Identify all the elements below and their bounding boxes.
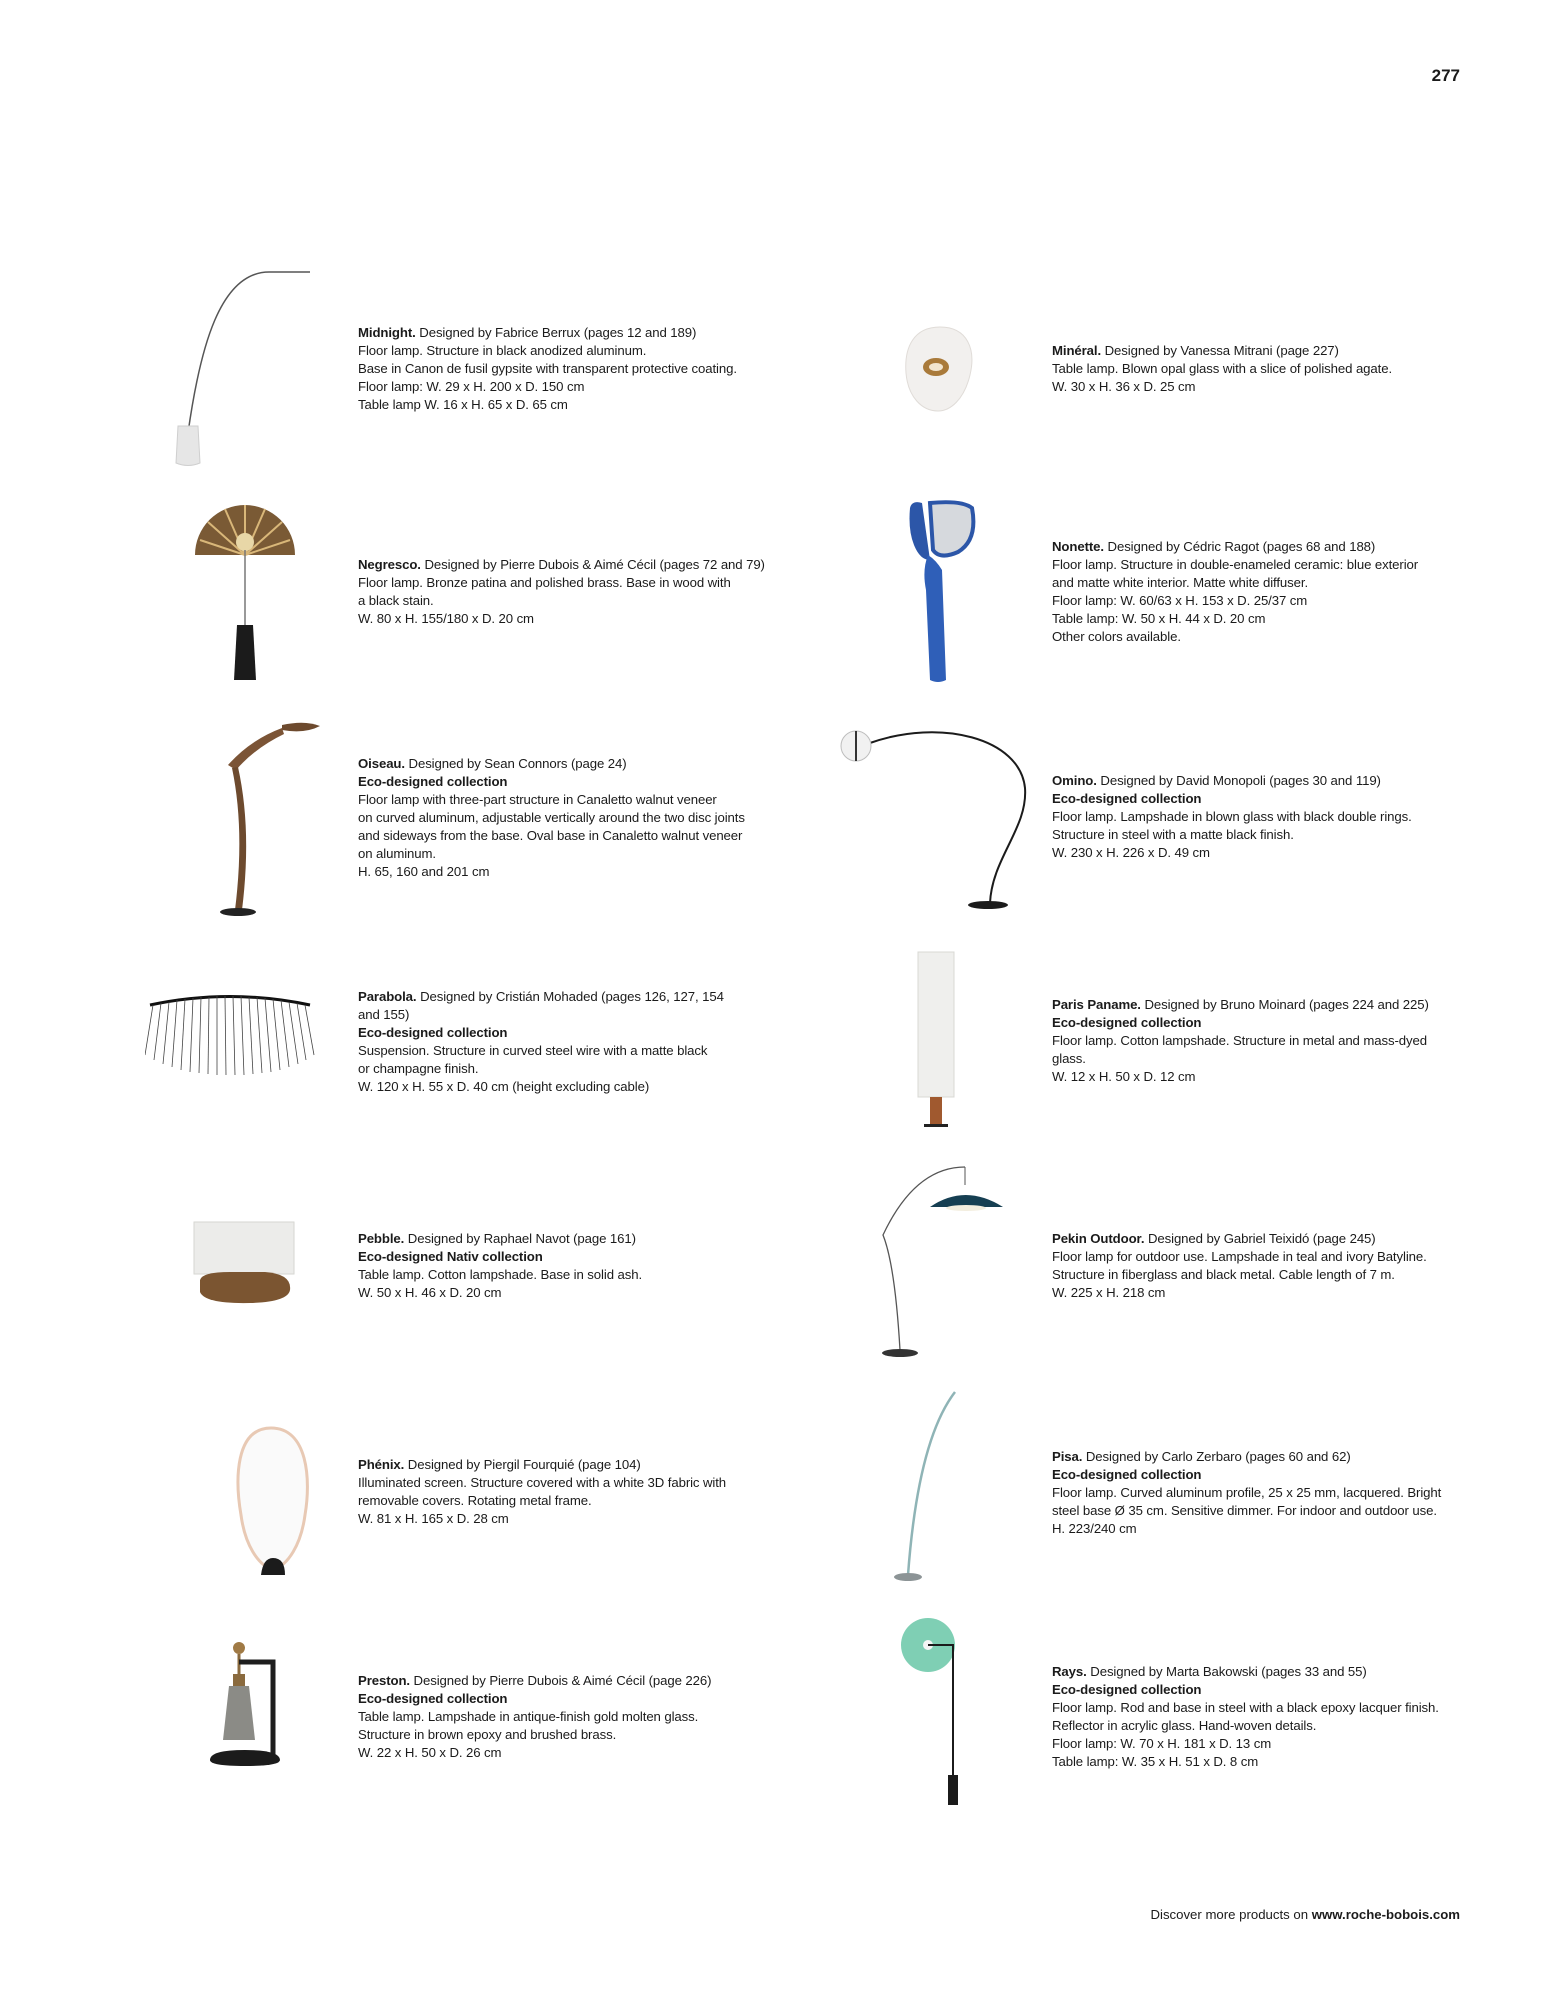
product-pekin-outdoor (1052, 1230, 1427, 1302)
detail-line: or champagne finish. (358, 1061, 479, 1076)
designer-credit: Designed by Sean Connors (page 24) (408, 756, 627, 771)
detail-line: and matte white interior. Matte white diffuser. (1052, 575, 1309, 590)
preston-lamp-image (205, 1640, 295, 1800)
product-name: Minéral. (1052, 343, 1102, 358)
detail-line: W. 230 x H. 226 x D. 49 cm (1052, 845, 1210, 860)
detail-line: Table lamp W. 16 x H. 65 x D. 65 cm (358, 397, 568, 412)
designer-credit: Designed by David Monopoli (pages 30 and 119) (1100, 773, 1381, 788)
product-phenix (358, 1456, 726, 1528)
pebble-lamp-image (190, 1220, 300, 1310)
pekin-outdoor-lamp-image (875, 1165, 1010, 1360)
detail-line: W. 50 x H. 46 x D. 20 cm (358, 1285, 502, 1300)
detail-line: Floor lamp. Curved aluminum profile, 25 x 25 mm, lacquered. Bright (1052, 1485, 1442, 1500)
detail-line: Floor lamp. Rod and base in steel with a black epoxy lacquer finish. (1052, 1700, 1439, 1715)
omino-lamp-image (840, 718, 1040, 913)
detail-line: W. 81 x H. 165 x D. 28 cm (358, 1511, 509, 1526)
detail-line: W. 225 x H. 218 cm (1052, 1285, 1166, 1300)
page-number: 277 (1431, 66, 1460, 85)
designer-credit: Designed by Piergil Fourquié (page 104) (407, 1457, 641, 1472)
detail-line: W. 120 x H. 55 x D. 40 cm (height excluding cable) (358, 1079, 650, 1094)
detail-line: steel base Ø 35 cm. Sensitive dimmer. For indoor and outdoor use. (1052, 1503, 1437, 1518)
product-name: Nonette. (1052, 539, 1104, 554)
detail-line: W. 80 x H. 155/180 x D. 20 cm (358, 611, 534, 626)
detail-line: Floor lamp for outdoor use. Lampshade in teal and ivory Batyline. (1052, 1249, 1427, 1264)
detail-line: Floor lamp. Structure in double-enameled ceramic: blue exterior (1052, 557, 1419, 572)
product-name: Omino. (1052, 773, 1097, 788)
product-mineral (1052, 342, 1392, 396)
designer-credit: Designed by Bruno Moinard (pages 224 and 225) (1144, 997, 1429, 1012)
product-parabola (358, 988, 724, 1096)
negresco-lamp-image (190, 500, 300, 690)
designer-credit: Designed by Fabrice Berrux (pages 12 and 189) (419, 325, 697, 340)
detail-line: Floor lamp with three-part structure in Canaletto walnut veneer (358, 792, 717, 807)
eco-label: Eco-designed collection (358, 1025, 508, 1040)
product-name: Oiseau. (358, 756, 405, 771)
nonette-lamp-image (900, 500, 990, 685)
eco-label: Eco-designed Nativ collection (358, 1249, 543, 1264)
product-negresco (358, 556, 765, 628)
product-pisa (1052, 1448, 1441, 1538)
eco-label: Eco-designed collection (358, 774, 508, 789)
detail-line: Floor lamp: W. 70 x H. 181 x D. 13 cm (1052, 1736, 1272, 1751)
detail-line: H. 65, 160 and 201 cm (358, 864, 490, 879)
detail-line: Floor lamp. Bronze patina and polished brass. Base in wood with (358, 575, 731, 590)
detail-line: Base in Canon de fusil gypsite with transparent protective coating. (358, 361, 737, 376)
product-name: Phénix. (358, 1457, 405, 1472)
phenix-lamp-image (233, 1425, 313, 1585)
detail-line: Structure in steel with a matte black finish. (1052, 827, 1294, 842)
detail-line: Structure in fiberglass and black metal. Cable length of 7 m. (1052, 1267, 1395, 1282)
detail-line: glass. (1052, 1051, 1086, 1066)
eco-label: Eco-designed collection (1052, 1467, 1202, 1482)
detail-line: a black stain. (358, 593, 434, 608)
detail-line: Floor lamp: W. 60/63 x H. 153 x D. 25/37 cm (1052, 593, 1308, 608)
oiseau-lamp-image (210, 720, 330, 920)
designer-credit: Designed by Pierre Dubois & Aimé Cécil (pages 72 and 79) (424, 557, 765, 572)
footer-link[interactable]: www.roche-bobois.com (1311, 1907, 1460, 1922)
designer-credit: Designed by Carlo Zerbaro (pages 60 and 62) (1085, 1449, 1351, 1464)
product-name: Preston. (358, 1673, 410, 1688)
detail-line: H. 223/240 cm (1052, 1521, 1137, 1536)
product-preston (358, 1672, 711, 1762)
detail-line: removable covers. Rotating metal frame. (358, 1493, 592, 1508)
rays-lamp-image (895, 1615, 975, 1810)
detail-line: W. 22 x H. 50 x D. 26 cm (358, 1745, 502, 1760)
product-midnight (358, 324, 737, 414)
detail-line: and sideways from the base. Oval base in Canaletto walnut veneer (358, 828, 743, 843)
detail-line: Reflector in acrylic glass. Hand-woven details. (1052, 1718, 1317, 1733)
designer-credit: Designed by Gabriel Teixidó (page 245) (1147, 1231, 1376, 1246)
detail-line: W. 12 x H. 50 x D. 12 cm (1052, 1069, 1196, 1084)
product-name: Rays. (1052, 1664, 1087, 1679)
eco-label: Eco-designed collection (1052, 1682, 1202, 1697)
detail-line: Illuminated screen. Structure covered with a white 3D fabric with (358, 1475, 727, 1490)
product-nonette (1052, 538, 1418, 646)
product-paris-paname (1052, 996, 1429, 1086)
product-name: Parabola. (358, 989, 417, 1004)
eco-label: Eco-designed collection (358, 1691, 508, 1706)
product-oiseau (358, 755, 745, 881)
detail-line: Suspension. Structure in curved steel wire with a matte black (358, 1043, 708, 1058)
detail-line: on curved aluminum, adjustable vertically around the two disc joints (358, 810, 745, 825)
detail-line: on aluminum. (358, 846, 436, 861)
product-name: Pekin Outdoor. (1052, 1231, 1145, 1246)
detail-line: Floor lamp. Cotton lampshade. Structure in metal and mass-dyed (1052, 1033, 1427, 1048)
detail-line: W. 30 x H. 36 x D. 25 cm (1052, 379, 1196, 394)
detail-line: Table lamp. Cotton lampshade. Base in solid ash. (358, 1267, 643, 1282)
designer-credit: Designed by Cédric Ragot (pages 68 and 188) (1107, 539, 1376, 554)
paris-paname-lamp-image (910, 950, 960, 1130)
parabola-lamp-image (145, 990, 315, 1080)
product-pebble (358, 1230, 642, 1302)
designer-credit: Designed by Raphael Navot (page 161) (407, 1231, 636, 1246)
product-name: Negresco. (358, 557, 421, 572)
detail-line: Floor lamp: W. 29 x H. 200 x D. 150 cm (358, 379, 585, 394)
mineral-lamp-image (900, 325, 980, 415)
detail-line: Table lamp. Lampshade in antique-finish gold molten glass. (358, 1709, 699, 1724)
product-omino (1052, 772, 1412, 862)
eco-label: Eco-designed collection (1052, 791, 1202, 806)
designer-credit: Designed by Vanessa Mitrani (page 227) (1104, 343, 1339, 358)
product-name: Paris Paname. (1052, 997, 1141, 1012)
product-name: Pebble. (358, 1231, 405, 1246)
detail-line: Table lamp. Blown opal glass with a slice of polished agate. (1052, 361, 1393, 376)
product-rays (1052, 1663, 1439, 1771)
product-name: Pisa. (1052, 1449, 1083, 1464)
footer-text: Discover more products on (1150, 1907, 1309, 1922)
designer-credit-cont: and 155) (358, 1007, 410, 1022)
footer (1150, 1907, 1460, 1922)
product-name: Midnight. (358, 325, 416, 340)
detail-line: Table lamp: W. 50 x H. 44 x D. 20 cm (1052, 611, 1266, 626)
detail-line: Table lamp: W. 35 x H. 51 x D. 8 cm (1052, 1754, 1259, 1769)
detail-line: Other colors available. (1052, 629, 1181, 644)
designer-credit: Designed by Cristián Mohaded (pages 126, 127, 154 (420, 989, 724, 1004)
eco-label: Eco-designed collection (1052, 1015, 1202, 1030)
designer-credit: Designed by Marta Bakowski (pages 33 and 55) (1090, 1664, 1367, 1679)
detail-line: Floor lamp. Structure in black anodized aluminum. (358, 343, 647, 358)
detail-line: Structure in brown epoxy and brushed brass. (358, 1727, 617, 1742)
designer-credit: Designed by Pierre Dubois & Aimé Cécil (page 226) (413, 1673, 712, 1688)
detail-line: Floor lamp. Lampshade in blown glass with black double rings. (1052, 809, 1412, 824)
pisa-lamp-image (890, 1390, 970, 1585)
midnight-lamp-image (170, 268, 320, 468)
